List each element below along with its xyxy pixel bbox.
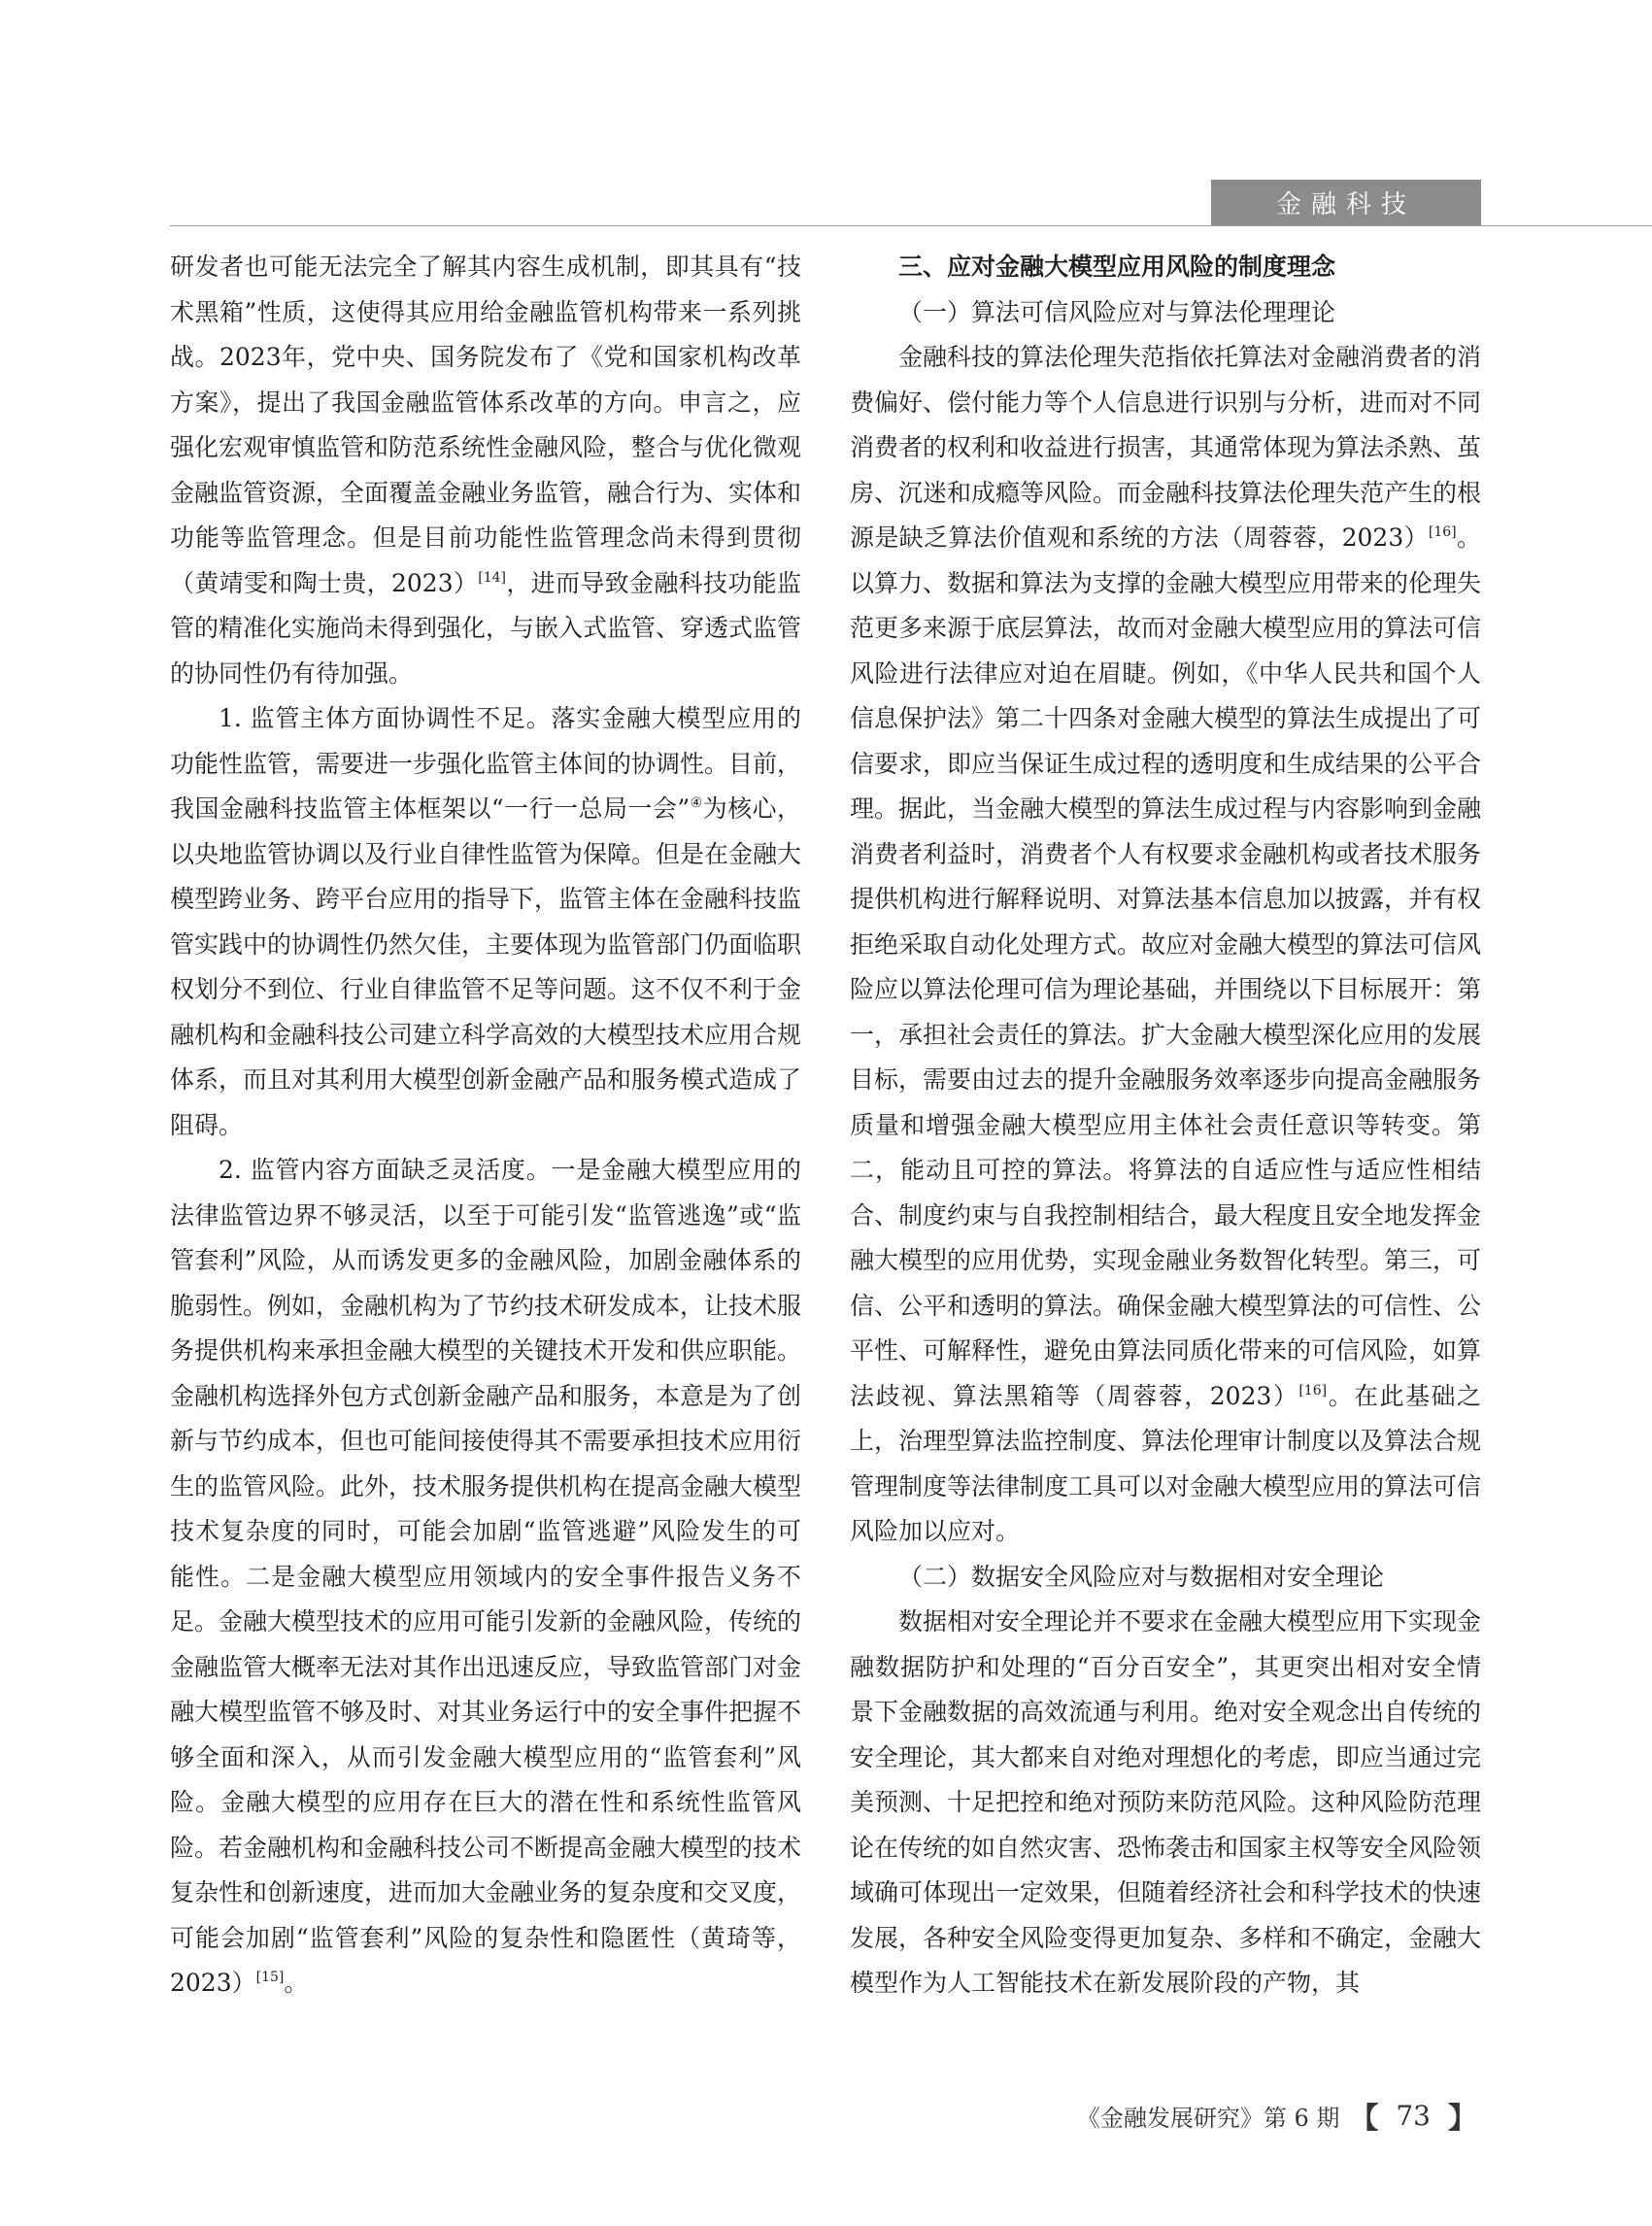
reference-marker: [16] — [1428, 524, 1457, 540]
subsection-heading-algorithm: （一）算法可信风险应对与算法伦理理论 — [898, 297, 1336, 326]
paragraph-text: 。在此基础之上，治理型算法监控制度、算法伦理审计制度以及算法合规管理制度等法律制度工具可以对金融大模型应用的算法可信风险加以应对。 — [850, 1381, 1482, 1545]
reference-marker: [14] — [478, 569, 507, 586]
header-rule — [170, 225, 1652, 226]
right-column — [850, 245, 1481, 2007]
bracket-left: 【 — [1349, 2102, 1379, 2136]
paragraph-coordination — [170, 696, 801, 1148]
paragraph-text: 。 — [284, 1969, 309, 1997]
paragraph-algorithm-ethics — [850, 335, 1481, 1555]
footnote-marker: ④ — [690, 795, 703, 811]
reference-marker: [16] — [1298, 1382, 1328, 1399]
paragraph-text: 2. 监管内容方面缺乏灵活度。一是金融大模型应用的法律监管边界不够灵活，以至于可能引发“监管逃逸”或“监管套利”风险，从而诱发更多的金融风险，加剧金融体系的脆弱性。例如，金融机构为了节约技术研发成本，让技术服务提供机构来承担金融大模型的关键技术开发和供应职能。金融机构选择外包方式创新金融产品和服务，本意是为了创新与节约成本，但也可能间接使得其不需要承担技术应用衍生的监管风险。此外，技术服务提供机构在提高金融大模型技术复杂度的同时，可能会加剧“监管逃避”风险发生的可能性。二是金融大模型应用领域内的安全事件报告义务不足。金融大模型技术的应用可能引发新的金融风险，传统的金融监管大概率无法对其作出迅速反应，导致监管部门对金融大模型监管不够及时、对其业务运行中的安全事件把握不够全面和深入，从而引发金融大模型应用的“监管套利”风险。金融大模型的应用存在巨大的潜在性和系统性监管风险。若金融机构和金融科技公司不断提高金融大模型的技术复杂性和创新速度，进而加大金融业务的复杂度和交叉度，可能会加剧“监管套利”风险的复杂性和隐匿性（黄琦等，2023） — [170, 1156, 802, 1997]
subsection-heading-data-security: （二）数据安全风险应对与数据相对安全理论 — [898, 1562, 1385, 1591]
paragraph-data-security: 数据相对安全理论并不要求在金融大模型应用下实现金融数据防护和处理的“百分百安全”，其更突出相对安全情景下金融数据的高效流通与利用。绝对安全观念出自传统的安全理论，其大都来自对绝对理想化的考虑，即应当通过完美预测、十足把控和绝对预防来防范风险。这种风险防范理论在传统的如自然灾害、恐怖袭击和国家主权等安全风险领域确可体现出一定效果，但随着经济社会和科学技术的快速发展，各种安全风险变得更加复杂、多样和不确定，金融大模型作为人工智能技术在新发展阶段的产物，其 — [850, 1607, 1482, 1997]
paragraph-text: 研发者也可能无法完全了解其内容生成机制，即其具有“技术黑箱”性质，这使得其应用给金融监管机构带来一系列挑战。2023年，党中央、国务院发布了《党和国家机构改革方案》，提出了我国金融监管体系改革的方向。申言之，应强化宏观审慎监管和防范系统性金融风险，整合与优化微观金融监管资源，全面覆盖金融业务监管，融合行为、实体和功能等监管理念。但是目前功能性监管理念尚未得到贯彻（黄靖雯和陶士贵，2023） — [170, 253, 802, 597]
paragraph-text: 。以算力、数据和算法为支撑的金融大模型应用带来的伦理失范更多来源于底层算法，故而对金融大模型应用的算法可信风险进行法律应对迫在眉睫。例如，《中华人民共和国个人信息保护法》第二十四条对金融大模型的算法生成提出了可信要求，即应当保证生成过程的透明度和生成结果的公平合理。据此，当金融大模型的算法生成过程与内容影响到金融消费者利益时，消费者个人有权要求金融机构或者技术服务提供机构进行解释说明、对算法基本信息加以披露，并有权拒绝采取自动化处理方式。故应对金融大模型的算法可信风险应以算法伦理可信为理论基础，并围绕以下目标展开：第一，承担社会责任的算法。扩大金融大模型深化应用的发展目标，需要由过去的提升金融服务效率逐步向提高金融服务质量和增强金融大模型应用主体社会责任意识等转变。第二，能动且可控的算法。将算法的自适应性与适应性相结合、制度约束与自我控制相结合，最大程度且安全地发挥金融大模型的应用优势，实现金融业务数智化转型。第三，可信、公平和透明的算法。确保金融大模型算法的可信性、公平性、可解释性，避免由算法同质化带来的可信风险，如算法歧视、算法黑箱等（周蓉蓉，2023） — [850, 523, 1482, 1410]
paragraph-flexibility — [170, 1148, 801, 2007]
page-footer — [1077, 2096, 1487, 2135]
paragraph-text: 1. 监管主体方面协调性不足。落实金融大模型应用的功能性监管，需要进一步强化监管主体间的协调性。目前，我国金融科技监管主体框架以“一行一总局一会” — [170, 704, 802, 823]
reference-marker: [15] — [255, 1970, 285, 1985]
paragraph-text: 金融科技的算法伦理失范指依托算法对金融消费者的消费偏好、偿付能力等个人信息进行识别与分析，进而对不同消费者的权利和收益进行损害，其通常体现为算法杀熟、茧房、沉迷和成瘾等风险。而金融科技算法伦理失范产生的根源是缺乏算法价值观和系统的方法（周蓉蓉，2023） — [850, 343, 1482, 552]
journal-name: 《金融发展研究》第 6 期 — [1076, 2104, 1340, 2132]
paragraph-continuation — [170, 245, 801, 696]
section-heading: 三、应对金融大模型应用风险的制度理念 — [898, 253, 1336, 281]
paragraph-text: ，进而导致金融科技功能监管的精准化实施尚未得到强化，与嵌入式监管、穿透式监管的协同性仍有待加强。 — [170, 568, 802, 688]
page-number: 73 — [1396, 2099, 1431, 2132]
section-header-tab — [1211, 180, 1481, 225]
paragraph-text: 为核心，以央地监管协调以及行业自律性监管为保障。但是在金融大模型跨业务、跨平台应用的指导下，监管主体在金融科技监管实践中的协调性仍然欠佳，主要体现为监管部门仍面临职权划分不到位、行业自律监管不足等问题。这不仅不利于金融机构和金融科技公司建立科学高效的大模型技术应用合规体系，而且对其利用大模型创新金融产品和服务模式造成了阻碍。 — [170, 794, 802, 1139]
bracket-right: 】 — [1448, 2102, 1477, 2136]
section-title: 金融科技 — [1275, 190, 1416, 219]
left-column — [170, 245, 801, 2007]
